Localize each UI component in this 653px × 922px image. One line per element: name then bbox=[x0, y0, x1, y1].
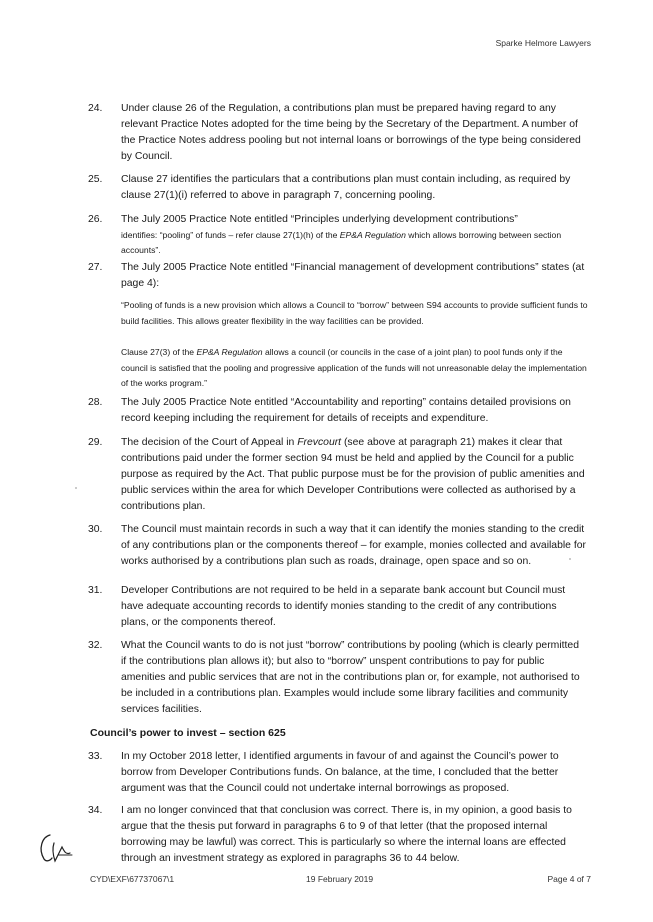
paragraph-30 bbox=[90, 522, 587, 570]
paragraph-27 bbox=[90, 260, 587, 292]
block-quote-2: Clause 27(3) of the EP&A Regulation allows a council (or councils in the case of a joint plan) to pool funds only if the council is satisfied that the pooling and progressive application of the funds will not unreasonable delay the implementation of the works program.” bbox=[121, 347, 587, 388]
footer-date: 19 February 2019 bbox=[306, 874, 374, 884]
paragraph-number: 31. bbox=[88, 585, 103, 596]
footer-page-number: Page 4 of 7 bbox=[547, 874, 591, 884]
paragraph-number: 34. bbox=[88, 805, 103, 816]
paragraph-34 bbox=[90, 803, 587, 867]
paragraph-text: Under clause 26 of the Regulation, a contributions plan must be prepared having regard to any relevant Practice Notes adopted for the time being by the Secretary of the Department. A number of the Practice Notes address pooling but not internal loans or borrowings of the type being considered by Council. bbox=[121, 103, 581, 162]
paragraph-number: 27. bbox=[88, 262, 103, 273]
paragraph-26 bbox=[90, 212, 587, 258]
firm-header: Sparke Helmore Lawyers bbox=[495, 38, 591, 48]
section-heading: Council’s power to invest – section 625 bbox=[90, 727, 286, 739]
paragraph-number: 28. bbox=[88, 397, 103, 408]
paragraph-number: 25. bbox=[88, 174, 103, 185]
footer-reference: CYD\EXF\67737067\1 bbox=[90, 874, 175, 884]
paragraph-number: 32. bbox=[88, 640, 103, 651]
paragraph-number: 33. bbox=[88, 751, 103, 762]
paragraph-number: 29. bbox=[88, 437, 103, 448]
paragraph-24 bbox=[90, 101, 587, 165]
paragraph-text: In my October 2018 letter, I identified arguments in favour of and against the Council’s power to borrow from Developer Contributions funds. On balance, at the time, I concluded that the better argument was that the Council could not undertake internal borrowings as proposed. bbox=[121, 751, 559, 794]
paragraph-28 bbox=[90, 395, 587, 427]
block-quote-1: “Pooling of funds is a new provision which allows a Council to “borrow” between S94 accounts to provide sufficient funds to build facilities. This allows greater flexibility in the way facilities can be provided. bbox=[121, 300, 588, 326]
paragraph-text: The July 2005 Practice Note entitled “Financial management of development contributions” states (at page 4): bbox=[121, 262, 585, 289]
paragraph-29 bbox=[90, 435, 587, 515]
paragraph-31 bbox=[90, 583, 587, 631]
paragraph-text: Clause 27 identifies the particulars that a contributions plan must contain including, as required by clause 27(1)(i) referred to above in paragraph 7, concerning pooling. bbox=[121, 174, 571, 201]
paragraph-text: Developer Contributions are not required to be held in a separate bank account but Council must have adequate accounting records to identify monies standing to the credit of any contributions plans, or the components thereof. bbox=[121, 585, 566, 628]
paragraph-number: 24. bbox=[88, 103, 103, 114]
paragraph-text: The Council must maintain records in such a way that it can identify the monies standing to the credit of any contributions plan or the components thereof – for example, monies collected and available for works authorised by a contributions plan such as roads, drainage, open space and so on. bbox=[121, 524, 586, 567]
scan-speck bbox=[569, 558, 571, 560]
paragraph-number: 26. bbox=[88, 214, 103, 225]
paragraph-text-quote: identifies: “pooling” of funds – refer clause 27(1)(h) of the EP&A Regulation which allows borrowing between section accounts”. bbox=[121, 230, 562, 255]
scan-speck bbox=[75, 487, 77, 489]
handwritten-initials bbox=[36, 829, 76, 867]
paragraph-number: 30. bbox=[88, 524, 103, 535]
paragraph-33 bbox=[90, 749, 587, 797]
paragraph-text: The July 2005 Practice Note entitled “Principles underlying development contributions” bbox=[121, 214, 518, 225]
paragraph-text: What the Council wants to do is not just “borrow” contributions by pooling (which is clearly permitted if the contributions plan allows it); but also to “borrow” unspent contributions to pay for public amenities and public services that are not in the contributions plan or, for example, not authorised to be included in a contributions plan. Examples would include some library facilities and community services facilities. bbox=[121, 640, 580, 715]
paragraph-25 bbox=[90, 172, 587, 204]
paragraph-text: I am no longer convinced that that conclusion was correct. There is, in my opinion, a good basis to argue that the thesis put forward in paragraphs 6 to 9 of that letter (that the proposed internal borrowing may be lawful) was correct. This is particularly so where the internal loans are effected through an investment strategy as explored in paragraphs 36 to 44 below. bbox=[121, 805, 572, 864]
paragraph-text: The July 2005 Practice Note entitled “Accountability and reporting” contains detailed provisions on record keeping including the requirement for details of receipts and expenditure. bbox=[121, 397, 571, 424]
paragraph-text: The decision of the Court of Appeal in Frevcourt (see above at paragraph 21) makes it clear that contributions paid under the former section 94 must be held and applied by the Council for a public purpose as required by the Act. That public purpose must be for the provision of public amenities and public services within the area for which Developer Contributions were collected as authorised by a contributions plan. bbox=[121, 437, 585, 512]
paragraph-32 bbox=[90, 638, 587, 718]
